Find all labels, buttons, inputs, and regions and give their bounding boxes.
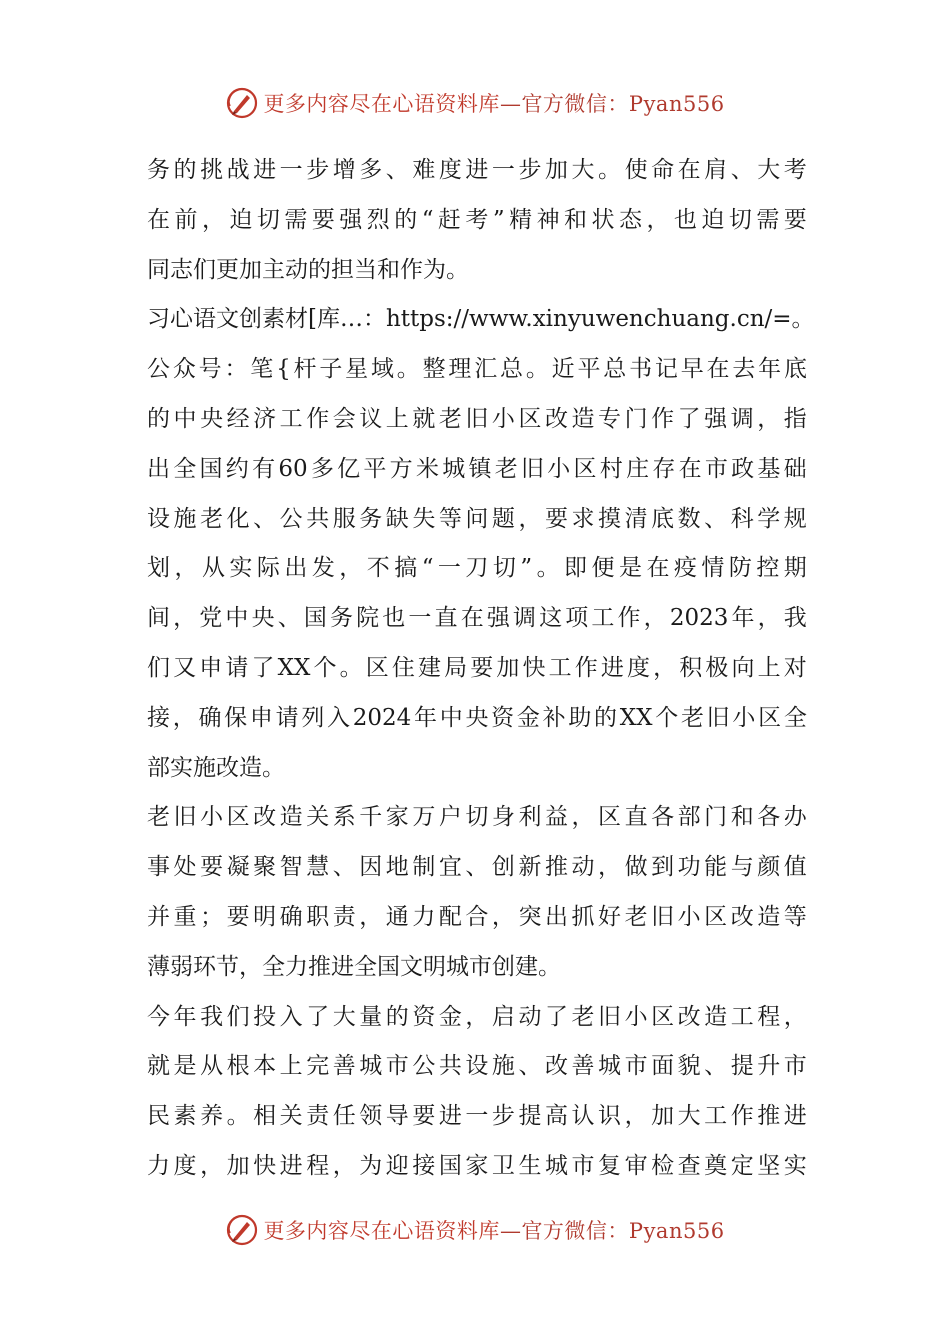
text-line: 公 众 号 ： 笔 { 杆 子 星 域 。 整 理 汇 总 。 近 平 总 书 记 早 在 去 年 底 xyxy=(147,356,807,383)
footer-banner-suffix: —官方微信：Pyan556 xyxy=(499,1219,725,1243)
text-line: 接 ， 确 保 申 请 列 入 2024 年 中 央 资 金 补 助 的 XX 个 老 旧 小 区 全 xyxy=(147,704,807,731)
text-line: 间 ， 党 中 央 、 国 务 院 也 一 直 在 强 调 这 项 工 作 ， 2023 年 ， 我 xyxy=(147,605,807,632)
text-line: 民 素 养 。 相 关 责 任 领 导 要 进 一 步 提 高 认 识 ， 加 大 工 作 推 进 xyxy=(147,1103,807,1130)
footer-banner xyxy=(0,1208,950,1252)
text-line: 在 前 ， 迫 切 需 要 强 烈 的 “ 赶 考 ” 精 神 和 状 态 ， 也 迫 切 需 要 xyxy=(147,206,807,233)
text-line: 同志们更加主动的担当和作为。 xyxy=(147,256,469,283)
text-line: 部实施改造。 xyxy=(147,754,285,781)
text-line: 事 处 要 凝 聚 智 慧 、 因 地 制 宜 、 创 新 推 动 ， 做 到 功 能 与 颜 值 xyxy=(147,854,807,881)
text-line: 力 度 ， 加 快 进 程 ， 为 迎 接 国 家 卫 生 城 市 复 审 检 查 奠 定 坚 实 xyxy=(147,1152,807,1179)
text-line: 的 中 央 经 济 工 作 会 议 上 就 老 旧 小 区 改 造 专 门 作 了 强 调 ， 指 xyxy=(147,405,807,432)
header-banner-suffix: —官方微信：Pyan556 xyxy=(499,92,725,116)
text-line: 今 年 我 们 投 入 了 大 量 的 资 金 ， 启 动 了 老 旧 小 区 改 造 工 程 ， xyxy=(147,1003,807,1030)
header-banner xyxy=(0,81,950,125)
text-line: 们 又 申 请 了 XX 个 。 区 住 建 局 要 加 快 工 作 进 度 ， 积 极 向 上 对 xyxy=(147,654,807,681)
text-line: 务 的 挑 战 进 一 步 增 多 、 难 度 进 一 步 加 大 。 使 命 在 肩 、 大 考 xyxy=(147,157,807,183)
pen-logo-icon xyxy=(225,86,259,120)
document-body xyxy=(147,146,815,1192)
text-line: 薄弱环节，全力推进全国文明城市创建。 xyxy=(147,953,561,980)
footer-banner-text xyxy=(263,1215,724,1245)
header-banner-text xyxy=(263,88,724,118)
text-line: 并 重 ； 要 明 确 职 责 ， 通 力 配 合 ， 突 出 抓 好 老 旧 小 区 改 造 等 xyxy=(147,903,807,930)
header-banner-main: 更多内容尽在心语资料库 xyxy=(263,92,500,116)
text-line: 就 是 从 根 本 上 完 善 城 市 公 共 设 施 、 改 善 城 市 面 貌 、 提 升 市 xyxy=(147,1053,807,1080)
text-line: 设 施 老 化 、 公 共 服 务 缺 失 等 问 题 ， 要 求 摸 清 底 数 、 科 学 规 xyxy=(147,505,807,532)
text-line: 出 全 国 约 有 60 多 亿 平 方 米 城 镇 老 旧 小 区 村 庄 存 在 市 政 基 础 xyxy=(147,455,807,482)
text-line: 老 旧 小 区 改 造 关 系 千 家 万 户 切 身 利 益 ， 区 直 各 部 门 和 各 办 xyxy=(147,804,807,831)
text-line: 习心语文创素材[库…：https://www.xinyuwenchuang.cn/=。 xyxy=(147,306,815,333)
pen-logo-icon xyxy=(225,1213,259,1247)
text-line: 划 ， 从 实 际 出 发 ， 不 搞 “ 一 刀 切 ” 。 即 便 是 在 疫 情 防 控 期 xyxy=(147,555,807,582)
footer-banner-main: 更多内容尽在心语资料库 xyxy=(263,1219,500,1243)
